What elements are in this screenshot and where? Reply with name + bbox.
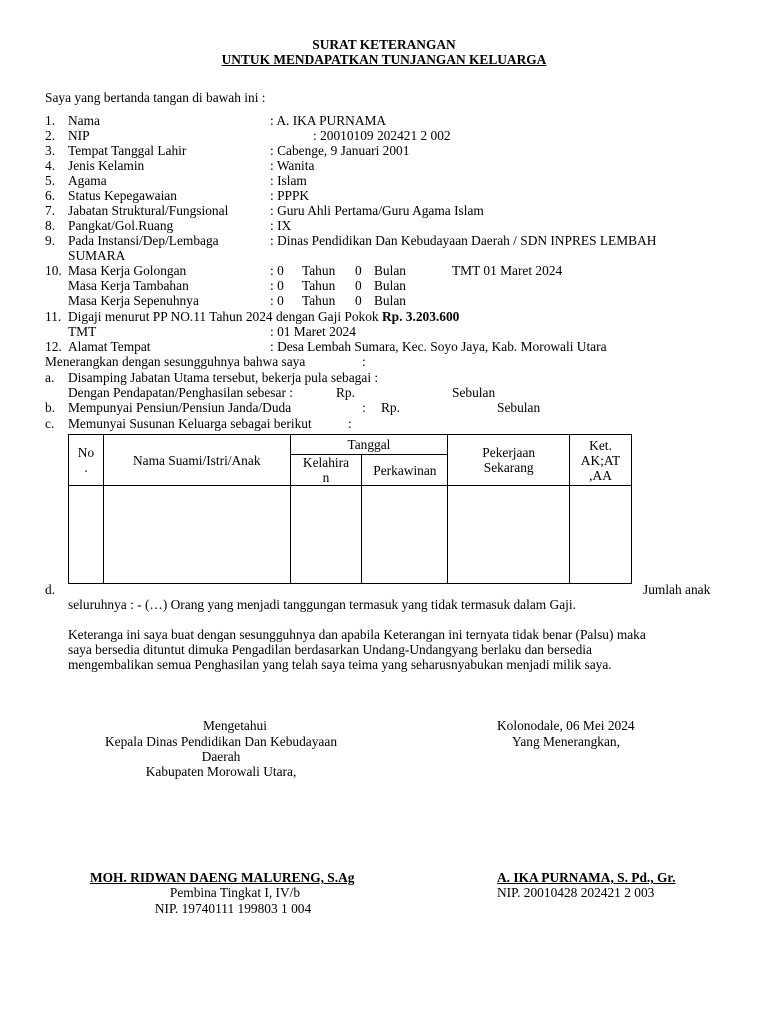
letter-subtitle: UNTUK MENDAPATKAN TUNJANGAN KELUARGA bbox=[221, 52, 547, 67]
gaji-tmt-label: TMT bbox=[68, 324, 97, 339]
header-no bbox=[69, 435, 104, 486]
sign-left-line1: Mengetahui bbox=[203, 718, 267, 733]
item-no: 11. bbox=[45, 309, 62, 324]
sign-left-nip: NIP. 19740111 199803 1 004 bbox=[154, 901, 312, 916]
header-ket-line1: Ket. bbox=[589, 437, 612, 453]
statement-line: saya bersedia dituntut dimuka Pengadilan berdasarkan Undang-Undangyang berlaku dan bersedia bbox=[68, 642, 592, 657]
masa-kerja-tahun-label: Tahun bbox=[302, 293, 336, 308]
point-letter: c. bbox=[45, 416, 55, 431]
item-label: Status Kepegawaian bbox=[68, 188, 177, 203]
item-no: 9. bbox=[45, 233, 56, 248]
item-value: : Guru Ahli Pertama/Guru Agama Islam bbox=[270, 203, 484, 218]
item-label: Jenis Kelamin bbox=[68, 158, 145, 173]
item-no: 8. bbox=[45, 218, 56, 233]
masa-kerja-label: Masa Kerja Golongan bbox=[68, 263, 187, 278]
menerangkan-text: Menerangkan dengan sesungguhnya bahwa saya bbox=[45, 354, 306, 369]
gaji-description: Digaji menurut PP NO.11 Tahun 2024 dengan Gaji Pokok bbox=[68, 309, 379, 324]
sign-left-line2: Kepala Dinas Pendidikan Dan Kebudayaan bbox=[104, 734, 338, 749]
masa-kerja-tahun-label: Tahun bbox=[302, 263, 336, 278]
item-value: : IX bbox=[270, 218, 292, 233]
masa-kerja-tahun-value: : 0 bbox=[270, 293, 284, 308]
sign-left-rank: Pembina Tingkat I, IV/b bbox=[169, 885, 301, 900]
point-b-rp: Rp. bbox=[381, 400, 400, 415]
sign-left-name: MOH. RIDWAN DAENG MALURENG, S.Ag bbox=[90, 870, 355, 885]
item-label: Agama bbox=[68, 173, 107, 188]
item-value: : PPPK bbox=[270, 188, 310, 203]
item-value: : Dinas Pendidikan Dan Kebudayaan Daerah / SDN INPRES LEMBAH bbox=[270, 233, 657, 248]
header-no-dot: . bbox=[84, 460, 88, 475]
point-d-line2: seluruhnya : - (…) Orang yang menjadi tanggungan termasuk yang tidak termasuk dalam Gaji. bbox=[68, 597, 576, 612]
item-no: 12. bbox=[45, 339, 62, 354]
item-no: 1. bbox=[45, 113, 56, 128]
statement-line: mengembalikan semua Penghasilan yang telah saya teima yang seharusnyabukan menjadi milik saya. bbox=[68, 657, 612, 672]
item-no: 3. bbox=[45, 143, 56, 158]
header-kelahiran-line1: Kelahira bbox=[302, 455, 350, 470]
table-cell bbox=[362, 486, 448, 584]
item-no: 10. bbox=[45, 263, 62, 278]
gaji-text bbox=[68, 309, 459, 324]
item-value: : Islam bbox=[270, 173, 307, 188]
item-value: : 20010109 202421 2 002 bbox=[313, 128, 451, 143]
item-label: Pangkat/Gol.Ruang bbox=[68, 218, 174, 233]
point-c-text: Memunyai Susunan Keluarga sebagai berikut bbox=[68, 416, 312, 431]
masa-kerja-bulan-label: Bulan bbox=[374, 278, 406, 293]
table-cell bbox=[69, 486, 104, 584]
alamat-value: : Desa Lembah Sumara, Kec. Soyo Jaya, Kab. Morowali Utara bbox=[270, 339, 607, 354]
header-pekerjaan-line2: Sekarang bbox=[483, 460, 534, 475]
point-d-right: Jumlah anak bbox=[643, 582, 711, 597]
masa-kerja-tahun-value: : 0 bbox=[270, 278, 284, 293]
alamat-label: Alamat Tempat bbox=[68, 339, 151, 354]
item-label-continuation: SUMARA bbox=[68, 248, 126, 263]
gaji-amount: Rp. 3.203.600 bbox=[381, 309, 460, 324]
statement-line: Keteranga ini saya buat dengan sesungguhnya dan apabila Keterangan ini ternyata tidak benar (Palsu) maka bbox=[68, 627, 646, 642]
sign-right-name: A. IKA PURNAMA, S. Pd., Gr. bbox=[497, 870, 676, 885]
header-no-text: No bbox=[77, 445, 95, 460]
header-ket bbox=[570, 435, 632, 486]
header-ket-line3: ,AA bbox=[589, 467, 612, 483]
sign-right-line2: Yang Menerangkan, bbox=[512, 734, 620, 749]
intro-text: Saya yang bertanda tangan di bawah ini : bbox=[45, 90, 266, 105]
header-perkawinan: Perkawinan bbox=[362, 455, 448, 486]
item-value: : Cabenge, 9 Januari 2001 bbox=[270, 143, 410, 158]
sign-left-line3: Daerah bbox=[201, 749, 241, 764]
point-c-colon: : bbox=[348, 416, 352, 431]
menerangkan-colon: : bbox=[362, 354, 366, 369]
table-header-row bbox=[69, 435, 632, 455]
item-label: Tempat Tanggal Lahir bbox=[68, 143, 187, 158]
item-no: 6. bbox=[45, 188, 56, 203]
masa-kerja-label: Masa Kerja Sepenuhnya bbox=[68, 293, 199, 308]
point-b-colon: : bbox=[362, 400, 366, 415]
table-cell bbox=[448, 486, 570, 584]
masa-kerja-tmt: TMT 01 Maret 2024 bbox=[452, 263, 563, 278]
header-tanggal: Tanggal bbox=[290, 435, 448, 455]
item-label: Jabatan Struktural/Fungsional bbox=[68, 203, 229, 218]
point-b-sebulan: Sebulan bbox=[497, 400, 541, 415]
point-a-rp: Rp. bbox=[336, 385, 355, 400]
point-a-sub: Dengan Pendapatan/Penghasilan sebesar : bbox=[68, 385, 293, 400]
item-no: 5. bbox=[45, 173, 56, 188]
masa-kerja-tahun-label: Tahun bbox=[302, 278, 336, 293]
sign-left-line4: Kabupaten Morowali Utara, bbox=[145, 764, 297, 779]
table-row bbox=[69, 486, 632, 584]
item-label: Pada Instansi/Dep/Lembaga bbox=[68, 233, 219, 248]
item-no: 7. bbox=[45, 203, 56, 218]
item-label: NIP bbox=[68, 128, 90, 143]
masa-kerja-tahun-value: : 0 bbox=[270, 263, 284, 278]
header-kelahiran-line2: n bbox=[322, 470, 330, 485]
item-no: 2. bbox=[45, 128, 56, 143]
header-nama: Nama Suami/Istri/Anak bbox=[103, 435, 290, 486]
point-letter: b. bbox=[45, 400, 56, 415]
gaji-tmt-value: : 01 Maret 2024 bbox=[270, 324, 356, 339]
header-kelahiran bbox=[290, 455, 362, 486]
item-no: 4. bbox=[45, 158, 56, 173]
header-pekerjaan bbox=[448, 435, 570, 486]
point-letter: a. bbox=[45, 370, 55, 385]
masa-kerja-bulan-value: 0 bbox=[355, 263, 362, 278]
item-value: : Wanita bbox=[270, 158, 315, 173]
header-ket-line2: AK;AT bbox=[580, 452, 621, 468]
item-value: : A. IKA PURNAMA bbox=[270, 113, 387, 128]
table-cell bbox=[290, 486, 362, 584]
masa-kerja-bulan-label: Bulan bbox=[374, 263, 406, 278]
letter-title: SURAT KETERANGAN bbox=[312, 37, 456, 52]
table-cell bbox=[103, 486, 290, 584]
table-cell bbox=[570, 486, 632, 584]
masa-kerja-bulan-value: 0 bbox=[355, 278, 362, 293]
point-letter: d. bbox=[45, 582, 56, 597]
sign-right-nip: NIP. 20010428 202421 2 003 bbox=[497, 885, 655, 900]
masa-kerja-bulan-label: Bulan bbox=[374, 293, 406, 308]
family-table bbox=[68, 434, 632, 584]
sign-right-place-date: Kolonodale, 06 Mei 2024 bbox=[497, 718, 635, 733]
point-a-sebulan: Sebulan bbox=[452, 385, 496, 400]
item-label: Nama bbox=[68, 113, 100, 128]
point-b-text: Mempunyai Pensiun/Pensiun Janda/Duda bbox=[68, 400, 292, 415]
header-pekerjaan-line1: Pekerjaan bbox=[482, 445, 536, 460]
point-a-text: Disamping Jabatan Utama tersebut, bekerja pula sebagai : bbox=[68, 370, 379, 385]
masa-kerja-label: Masa Kerja Tambahan bbox=[68, 278, 189, 293]
masa-kerja-bulan-value: 0 bbox=[355, 293, 362, 308]
